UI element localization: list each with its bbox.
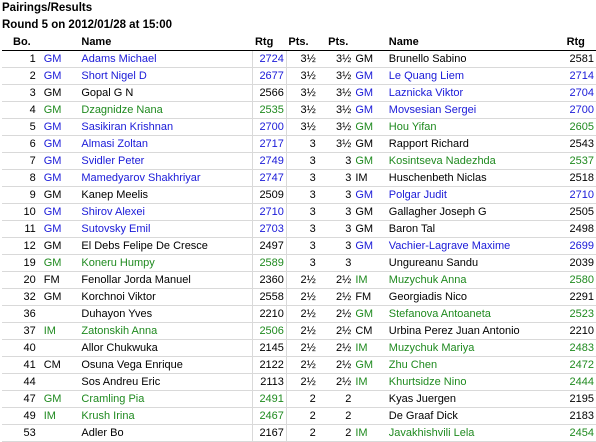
- white-player-name: Mamedyarov Shakhriyar: [79, 170, 253, 187]
- board-number: 7: [2, 153, 42, 170]
- white-rating: 2145: [253, 340, 286, 357]
- black-title: IM: [353, 170, 386, 187]
- row-separator: [318, 255, 326, 272]
- black-player-name: Muzychuk Anna: [387, 272, 565, 289]
- white-title: GM: [42, 289, 80, 306]
- black-rating: 2700: [565, 102, 596, 119]
- black-player-name: Polgar Judit: [387, 187, 565, 204]
- table-row: [2, 136, 596, 153]
- row-separator: [318, 51, 326, 68]
- black-title: IM: [353, 374, 386, 391]
- board-number: 49: [2, 408, 42, 425]
- white-rating: 2491: [253, 391, 286, 408]
- white-player-name: Short Nigel D: [79, 68, 253, 85]
- white-title: GM: [42, 204, 80, 221]
- black-points: 2½: [326, 306, 353, 323]
- white-rating: 2467: [253, 408, 286, 425]
- row-separator: [318, 204, 326, 221]
- white-player-name: Sasikiran Krishnan: [79, 119, 253, 136]
- black-rating: 2537: [565, 153, 596, 170]
- round-subtitle: Round 5 on 2012/01/28 at 15:00: [2, 19, 173, 31]
- black-player-name: De Graaf Dick: [387, 408, 565, 425]
- white-rating: 2360: [253, 272, 286, 289]
- black-title: GM: [353, 187, 386, 204]
- white-player-name: Korchnoi Viktor: [79, 289, 253, 306]
- white-points: 2: [286, 408, 317, 425]
- white-points: 2½: [286, 272, 317, 289]
- white-title: GM: [42, 85, 80, 102]
- white-points: 3: [286, 238, 317, 255]
- table-row: [2, 374, 596, 391]
- white-player-name: Kanep Meelis: [79, 187, 253, 204]
- white-title: [42, 425, 80, 442]
- board-number: 20: [2, 272, 42, 289]
- white-rating: 2506: [253, 323, 286, 340]
- white-rating: 2535: [253, 102, 286, 119]
- white-points: 3: [286, 187, 317, 204]
- black-points: 3: [326, 204, 353, 221]
- row-separator: [318, 221, 326, 238]
- row-separator: [318, 119, 326, 136]
- black-points: 3: [326, 170, 353, 187]
- table-row: [2, 238, 596, 255]
- black-title: GM: [353, 102, 386, 119]
- black-points: 3½: [326, 136, 353, 153]
- board-number: 37: [2, 323, 42, 340]
- white-player-name: El Debs Felipe De Cresce: [79, 238, 253, 255]
- board-number: 11: [2, 221, 42, 238]
- black-player-name: Rapport Richard: [387, 136, 565, 153]
- white-points: 3: [286, 170, 317, 187]
- black-rating: 2714: [565, 68, 596, 85]
- white-title: GM: [42, 153, 80, 170]
- black-player-name: Kosintseva Nadezhda: [387, 153, 565, 170]
- header-points-black: Pts.: [326, 34, 353, 51]
- pairings-body: [2, 51, 596, 442]
- white-player-name: Gopal G N: [79, 85, 253, 102]
- black-points: 2½: [326, 340, 353, 357]
- black-player-name: Georgiadis Nico: [387, 289, 565, 306]
- page-title: Pairings/Results: [2, 2, 93, 14]
- white-title: IM: [42, 323, 80, 340]
- black-player-name: Muzychuk Mariya: [387, 340, 565, 357]
- white-title: GM: [42, 136, 80, 153]
- board-number: 41: [2, 357, 42, 374]
- black-title: [353, 255, 386, 272]
- black-player-name: Javakhishvili Lela: [387, 425, 565, 442]
- black-title: GM: [353, 153, 386, 170]
- black-title: IM: [353, 340, 386, 357]
- white-points: 3: [286, 255, 317, 272]
- black-player-name: Kyas Juergen: [387, 391, 565, 408]
- black-title: FM: [353, 289, 386, 306]
- black-player-name: Stefanova Antoaneta: [387, 306, 565, 323]
- row-separator: [318, 323, 326, 340]
- table-row: [2, 204, 596, 221]
- white-title: GM: [42, 238, 80, 255]
- row-separator: [318, 340, 326, 357]
- white-title: FM: [42, 272, 80, 289]
- board-number: 8: [2, 170, 42, 187]
- black-points: 2: [326, 408, 353, 425]
- white-player-name: Dzagnidze Nana: [79, 102, 253, 119]
- row-separator: [318, 153, 326, 170]
- white-rating: 2509: [253, 187, 286, 204]
- board-number: 32: [2, 289, 42, 306]
- header-name-white: Name: [79, 34, 253, 51]
- table-row: [2, 85, 596, 102]
- table-row: [2, 272, 596, 289]
- black-points: 2½: [326, 374, 353, 391]
- black-points: 3: [326, 187, 353, 204]
- header-points-white: Pts.: [286, 34, 317, 51]
- table-row: [2, 170, 596, 187]
- white-title: GM: [42, 391, 80, 408]
- white-points: 3½: [286, 119, 317, 136]
- board-number: 5: [2, 119, 42, 136]
- black-points: 3: [326, 153, 353, 170]
- row-separator: [318, 272, 326, 289]
- white-rating: 2558: [253, 289, 286, 306]
- board-number: 40: [2, 340, 42, 357]
- black-points: 3½: [326, 51, 353, 68]
- white-title: [42, 306, 80, 323]
- white-title: GM: [42, 102, 80, 119]
- black-rating: 2039: [565, 255, 596, 272]
- white-points: 2½: [286, 323, 317, 340]
- row-separator: [318, 357, 326, 374]
- black-title: GM: [353, 204, 386, 221]
- black-title: GM: [353, 68, 386, 85]
- row-separator: [318, 187, 326, 204]
- white-rating: 2167: [253, 425, 286, 442]
- black-points: 3: [326, 255, 353, 272]
- board-number: 9: [2, 187, 42, 204]
- white-player-name: Duhayon Yves: [79, 306, 253, 323]
- white-rating: 2747: [253, 170, 286, 187]
- black-points: 2½: [326, 289, 353, 306]
- white-rating: 2700: [253, 119, 286, 136]
- white-player-name: Sutovsky Emil: [79, 221, 253, 238]
- header-name-black: Name: [387, 34, 565, 51]
- black-rating: 2523: [565, 306, 596, 323]
- white-player-name: Fenollar Jorda Manuel: [79, 272, 253, 289]
- white-player-name: Allor Chukwuka: [79, 340, 253, 357]
- black-player-name: Vachier-Lagrave Maxime: [387, 238, 565, 255]
- table-row: [2, 408, 596, 425]
- black-points: 3: [326, 238, 353, 255]
- black-points: 3½: [326, 119, 353, 136]
- black-player-name: Baron Tal: [387, 221, 565, 238]
- white-rating: 2749: [253, 153, 286, 170]
- board-number: 4: [2, 102, 42, 119]
- black-player-name: Hou Yifan: [387, 119, 565, 136]
- board-number: 1: [2, 51, 42, 68]
- black-rating: 2699: [565, 238, 596, 255]
- white-rating: 2566: [253, 85, 286, 102]
- row-separator: [318, 408, 326, 425]
- board-number: 53: [2, 425, 42, 442]
- table-row: [2, 289, 596, 306]
- white-player-name: Almasi Zoltan: [79, 136, 253, 153]
- black-rating: 2195: [565, 391, 596, 408]
- row-separator: [318, 170, 326, 187]
- white-points: 3: [286, 204, 317, 221]
- header-rating-black: Rtg: [565, 34, 596, 51]
- black-title: [353, 408, 386, 425]
- black-title: GM: [353, 136, 386, 153]
- black-rating: 2498: [565, 221, 596, 238]
- white-points: 2½: [286, 289, 317, 306]
- white-rating: 2497: [253, 238, 286, 255]
- board-number: 47: [2, 391, 42, 408]
- black-player-name: Khurtsidze Nino: [387, 374, 565, 391]
- white-title: CM: [42, 357, 80, 374]
- black-rating: 2543: [565, 136, 596, 153]
- black-points: 2½: [326, 272, 353, 289]
- row-separator: [318, 374, 326, 391]
- black-player-name: Le Quang Liem: [387, 68, 565, 85]
- black-title: IM: [353, 425, 386, 442]
- black-rating: 2483: [565, 340, 596, 357]
- white-points: 3½: [286, 85, 317, 102]
- white-rating: 2717: [253, 136, 286, 153]
- white-points: 2½: [286, 357, 317, 374]
- white-player-name: Adams Michael: [79, 51, 253, 68]
- white-player-name: Osuna Vega Enrique: [79, 357, 253, 374]
- black-rating: 2183: [565, 408, 596, 425]
- black-title: [353, 391, 386, 408]
- white-points: 2: [286, 425, 317, 442]
- black-rating: 2710: [565, 187, 596, 204]
- table-row: [2, 323, 596, 340]
- black-title: CM: [353, 323, 386, 340]
- black-title: GM: [353, 306, 386, 323]
- white-rating: 2710: [253, 204, 286, 221]
- white-points: 3: [286, 221, 317, 238]
- black-rating: 2472: [565, 357, 596, 374]
- white-points: 3: [286, 153, 317, 170]
- table-header-row: [2, 34, 596, 51]
- white-title: GM: [42, 187, 80, 204]
- row-separator: [318, 136, 326, 153]
- black-rating: 2291: [565, 289, 596, 306]
- header-title-white: [42, 34, 80, 51]
- row-separator: [318, 289, 326, 306]
- black-rating: 2518: [565, 170, 596, 187]
- white-title: GM: [42, 51, 80, 68]
- white-rating: 2703: [253, 221, 286, 238]
- table-row: [2, 68, 596, 85]
- board-number: 3: [2, 85, 42, 102]
- board-number: 36: [2, 306, 42, 323]
- white-title: GM: [42, 170, 80, 187]
- white-player-name: Adler Bo: [79, 425, 253, 442]
- white-points: 2½: [286, 374, 317, 391]
- white-title: GM: [42, 68, 80, 85]
- black-points: 2½: [326, 323, 353, 340]
- black-title: GM: [353, 357, 386, 374]
- white-player-name: Cramling Pia: [79, 391, 253, 408]
- black-title: GM: [353, 221, 386, 238]
- black-rating: 2605: [565, 119, 596, 136]
- table-row: [2, 391, 596, 408]
- table-row: [2, 340, 596, 357]
- white-player-name: Koneru Humpy: [79, 255, 253, 272]
- table-row: [2, 153, 596, 170]
- black-rating: 2210: [565, 323, 596, 340]
- header-board: Bo.: [2, 34, 42, 51]
- black-player-name: Zhu Chen: [387, 357, 565, 374]
- black-player-name: Gallagher Joseph G: [387, 204, 565, 221]
- white-points: 3½: [286, 68, 317, 85]
- white-rating: 2724: [253, 51, 286, 68]
- black-points: 3½: [326, 102, 353, 119]
- black-points: 3½: [326, 68, 353, 85]
- row-separator: [318, 85, 326, 102]
- black-points: 3½: [326, 85, 353, 102]
- table-row: [2, 187, 596, 204]
- black-title: GM: [353, 51, 386, 68]
- table-row: [2, 357, 596, 374]
- white-title: GM: [42, 255, 80, 272]
- black-rating: 2580: [565, 272, 596, 289]
- black-player-name: Brunello Sabino: [387, 51, 565, 68]
- white-player-name: Svidler Peter: [79, 153, 253, 170]
- table-row: [2, 119, 596, 136]
- black-points: 2: [326, 391, 353, 408]
- white-player-name: Krush Irina: [79, 408, 253, 425]
- table-row: [2, 306, 596, 323]
- board-number: 44: [2, 374, 42, 391]
- white-points: 2: [286, 391, 317, 408]
- table-row: [2, 51, 596, 68]
- black-points: 3: [326, 221, 353, 238]
- pairings-table: [2, 34, 596, 442]
- black-rating: 2505: [565, 204, 596, 221]
- black-player-name: Urbina Perez Juan Antonio: [387, 323, 565, 340]
- white-points: 3½: [286, 51, 317, 68]
- black-title: GM: [353, 238, 386, 255]
- black-rating: 2444: [565, 374, 596, 391]
- table-row: [2, 425, 596, 442]
- black-points: 2: [326, 425, 353, 442]
- table-row: [2, 221, 596, 238]
- white-rating: 2589: [253, 255, 286, 272]
- board-number: 6: [2, 136, 42, 153]
- white-rating: 2113: [253, 374, 286, 391]
- row-separator: [318, 306, 326, 323]
- black-player-name: Movsesian Sergei: [387, 102, 565, 119]
- black-player-name: Laznicka Viktor: [387, 85, 565, 102]
- header-rating-white: Rtg: [253, 34, 286, 51]
- black-rating: 2581: [565, 51, 596, 68]
- row-separator: [318, 68, 326, 85]
- white-title: [42, 340, 80, 357]
- header-separator: [318, 34, 326, 51]
- board-number: 19: [2, 255, 42, 272]
- white-points: 2½: [286, 340, 317, 357]
- white-title: [42, 374, 80, 391]
- white-player-name: Zatonskih Anna: [79, 323, 253, 340]
- table-row: [2, 255, 596, 272]
- black-points: 2½: [326, 357, 353, 374]
- white-rating: 2122: [253, 357, 286, 374]
- white-title: IM: [42, 408, 80, 425]
- white-points: 3: [286, 136, 317, 153]
- black-title: GM: [353, 119, 386, 136]
- black-title: IM: [353, 272, 386, 289]
- white-points: 2½: [286, 306, 317, 323]
- black-rating: 2454: [565, 425, 596, 442]
- black-title: GM: [353, 85, 386, 102]
- black-rating: 2704: [565, 85, 596, 102]
- white-rating: 2210: [253, 306, 286, 323]
- white-rating: 2677: [253, 68, 286, 85]
- row-separator: [318, 238, 326, 255]
- white-title: GM: [42, 221, 80, 238]
- black-player-name: Huschenbeth Niclas: [387, 170, 565, 187]
- row-separator: [318, 391, 326, 408]
- row-separator: [318, 425, 326, 442]
- white-title: GM: [42, 119, 80, 136]
- white-player-name: Sos Andreu Eric: [79, 374, 253, 391]
- header-title-black: [353, 34, 386, 51]
- black-player-name: Ungureanu Sandu: [387, 255, 565, 272]
- board-number: 2: [2, 68, 42, 85]
- white-points: 3½: [286, 102, 317, 119]
- board-number: 12: [2, 238, 42, 255]
- board-number: 10: [2, 204, 42, 221]
- table-row: [2, 102, 596, 119]
- white-player-name: Shirov Alexei: [79, 204, 253, 221]
- row-separator: [318, 102, 326, 119]
